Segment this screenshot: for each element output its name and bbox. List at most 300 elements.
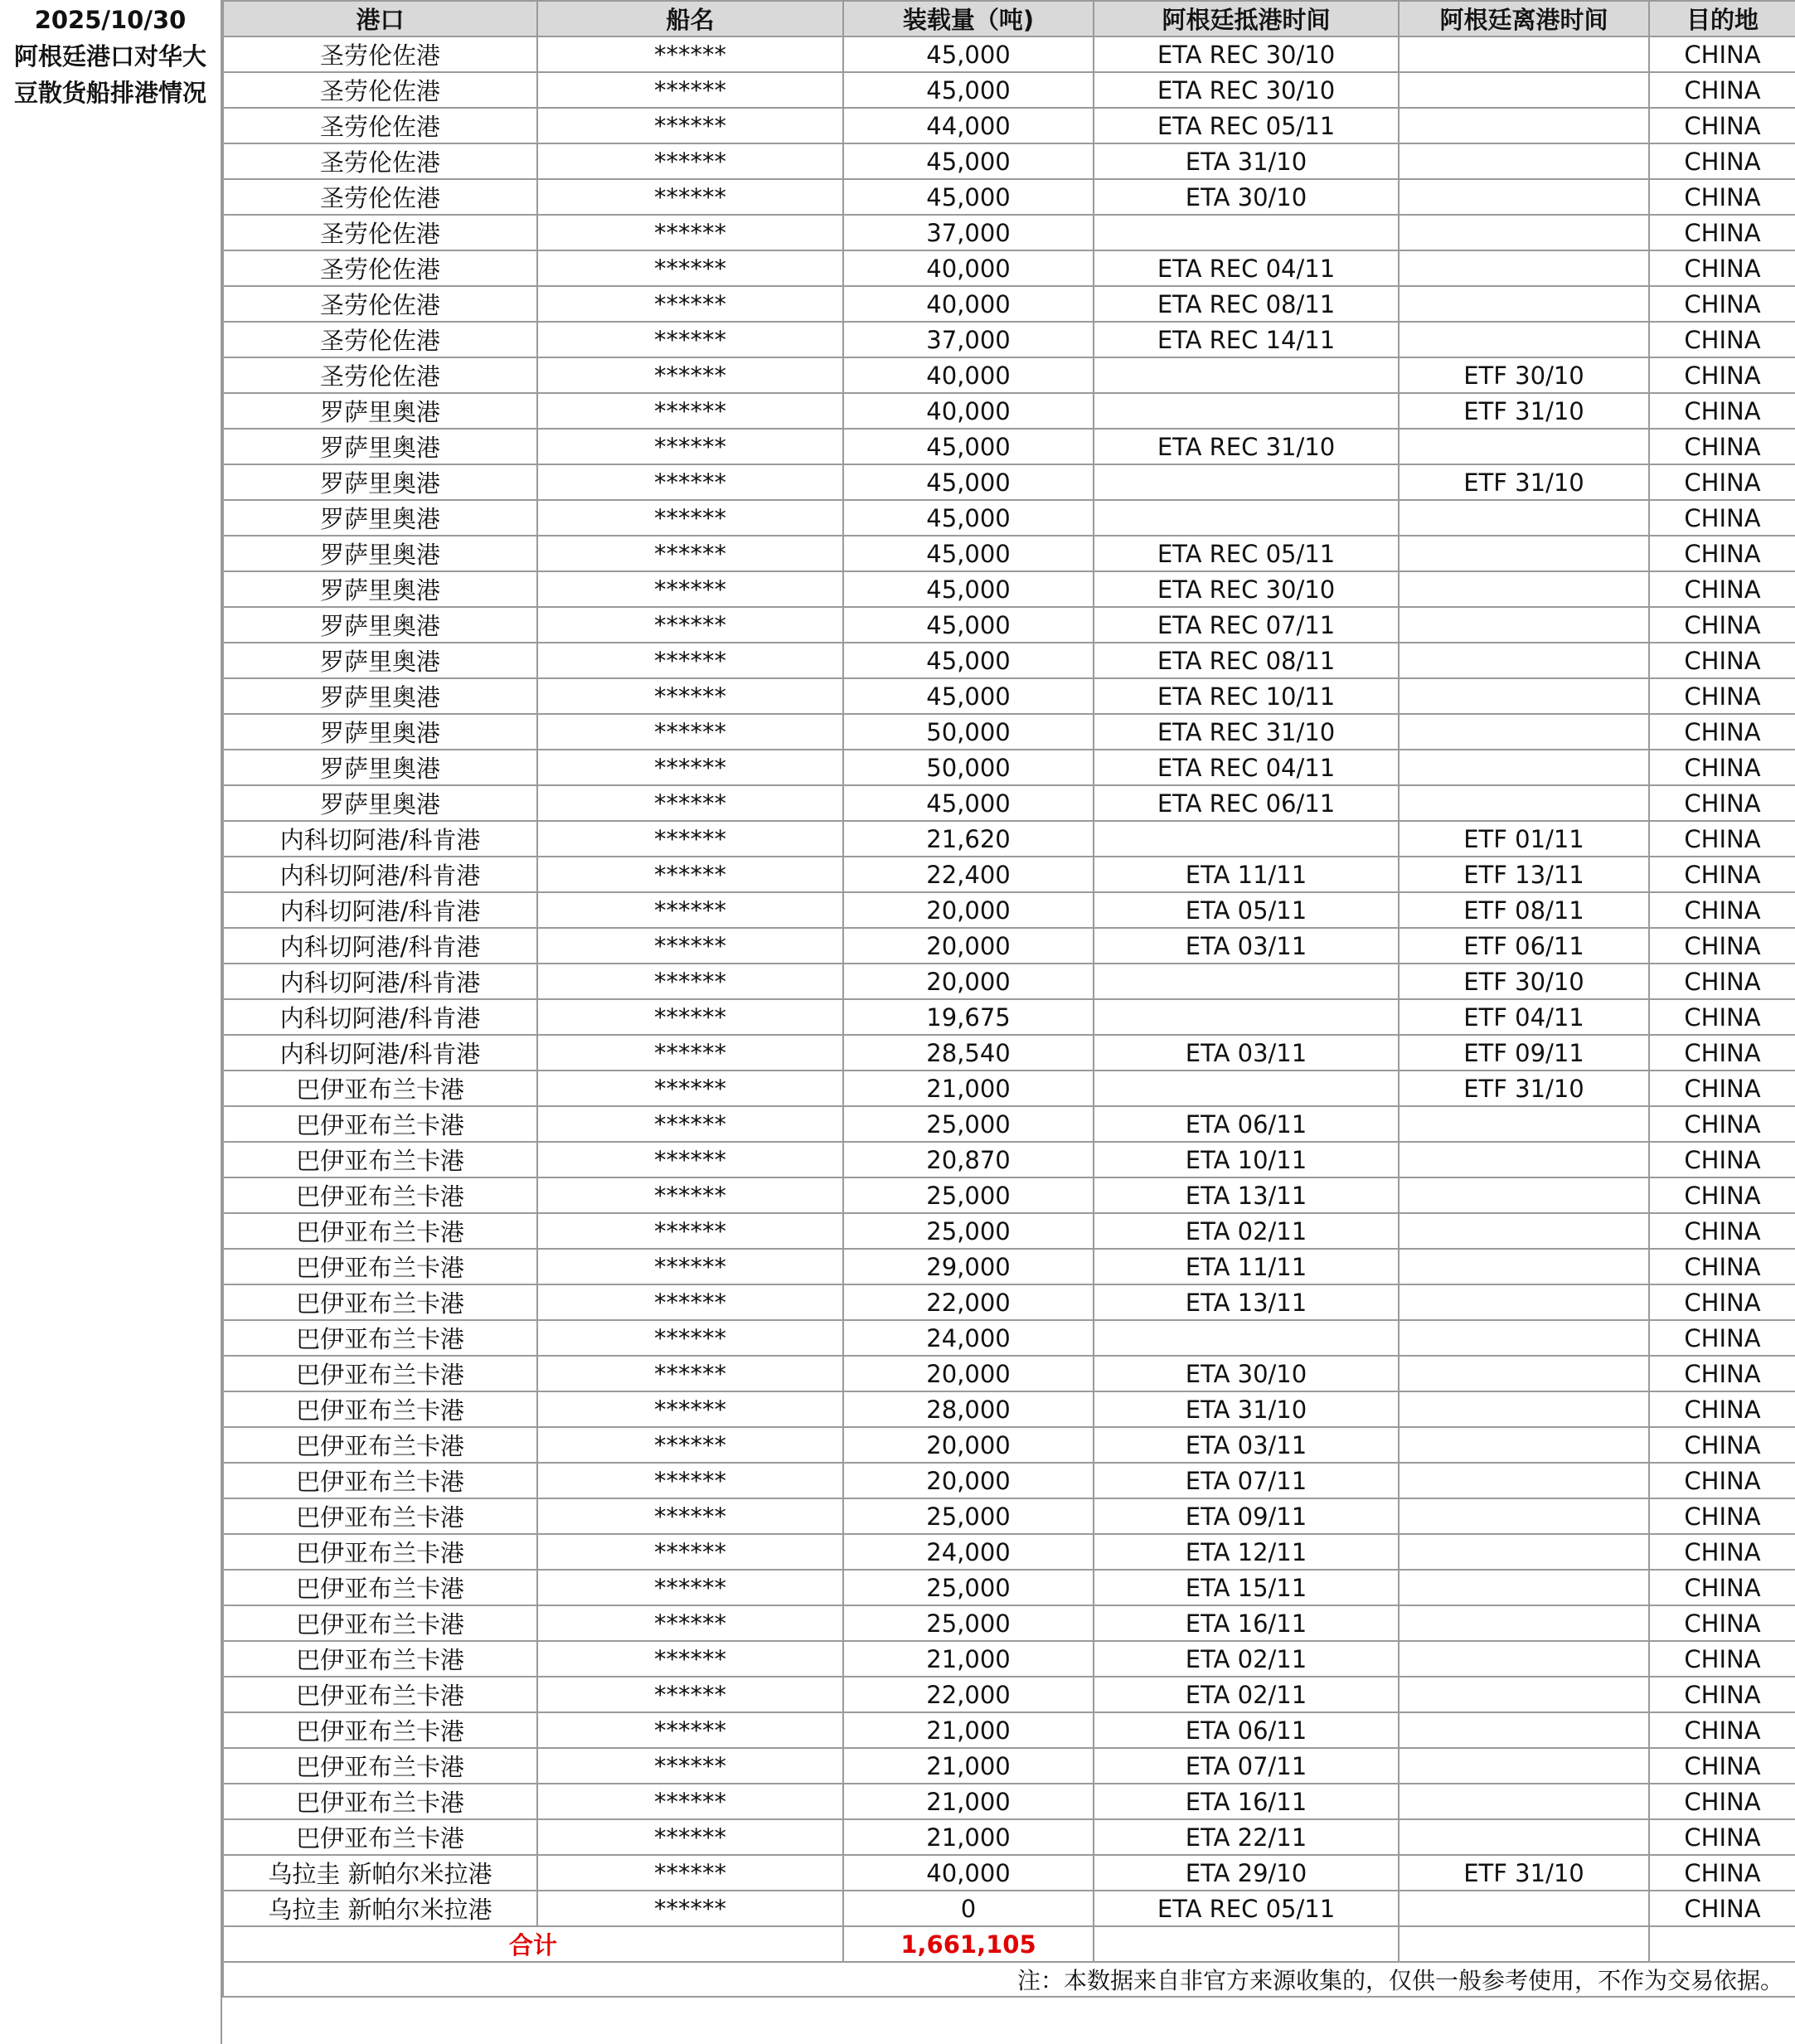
port-cell: 圣劳伦佐港 <box>223 143 537 179</box>
table-row <box>223 964 1795 999</box>
arrival-cell: ETA 11/11 <box>1094 857 1399 892</box>
arrival-cell: ETA 12/11 <box>1094 1534 1399 1570</box>
destination-cell: CHINA <box>1649 1391 1795 1427</box>
port-cell: 圣劳伦佐港 <box>223 72 537 108</box>
destination-cell: CHINA <box>1649 1249 1795 1284</box>
table-row <box>223 821 1795 857</box>
table-row <box>223 928 1795 964</box>
ship-name-cell: ****** <box>537 1213 843 1249</box>
load-cell: 21,000 <box>843 1748 1094 1784</box>
destination-cell: CHINA <box>1649 1819 1795 1855</box>
load-cell: 28,540 <box>843 1035 1094 1071</box>
port-cell: 内科切阿港/科肯港 <box>223 821 537 857</box>
departure-cell <box>1399 215 1649 250</box>
destination-cell: CHINA <box>1649 286 1795 322</box>
ship-name-cell: ****** <box>537 1712 843 1748</box>
arrival-cell: ETA REC 08/11 <box>1094 286 1399 322</box>
ship-name-cell: ****** <box>537 179 843 215</box>
table-row <box>223 215 1795 250</box>
port-cell: 罗萨里奥港 <box>223 393 537 429</box>
destination-cell: CHINA <box>1649 1356 1795 1391</box>
port-cell: 圣劳伦佐港 <box>223 215 537 250</box>
table-row <box>223 1427 1795 1463</box>
ship-name-cell: ****** <box>537 714 843 750</box>
load-cell: 40,000 <box>843 357 1094 393</box>
ship-name-cell: ****** <box>537 143 843 179</box>
arrival-cell: ETA REC 05/11 <box>1094 536 1399 571</box>
ship-name-cell: ****** <box>537 678 843 714</box>
table-row <box>223 357 1795 393</box>
table-row <box>223 179 1795 215</box>
destination-cell: CHINA <box>1649 821 1795 857</box>
load-cell: 45,000 <box>843 536 1094 571</box>
port-cell: 内科切阿港/科肯港 <box>223 857 537 892</box>
table-row <box>223 72 1795 108</box>
destination-cell: CHINA <box>1649 1855 1795 1891</box>
destination-cell: CHINA <box>1649 179 1795 215</box>
departure-cell <box>1399 1498 1649 1534</box>
destination-cell: CHINA <box>1649 1035 1795 1071</box>
table-row <box>223 1677 1795 1712</box>
arrival-cell: ETA REC 05/11 <box>1094 108 1399 143</box>
table-row <box>223 1106 1795 1142</box>
ship-name-cell: ****** <box>537 1784 843 1819</box>
ship-name-cell: ****** <box>537 1427 843 1463</box>
ship-name-cell: ****** <box>537 1819 843 1855</box>
departure-cell <box>1399 500 1649 536</box>
table-row <box>223 607 1795 643</box>
port-cell: 罗萨里奥港 <box>223 607 537 643</box>
departure-cell <box>1399 1748 1649 1784</box>
port-cell: 内科切阿港/科肯港 <box>223 964 537 999</box>
port-cell: 内科切阿港/科肯港 <box>223 1035 537 1071</box>
ship-name-cell: ****** <box>537 928 843 964</box>
departure-cell <box>1399 250 1649 286</box>
load-cell: 22,000 <box>843 1677 1094 1712</box>
destination-cell: CHINA <box>1649 1712 1795 1748</box>
port-cell: 巴伊亚布兰卡港 <box>223 1213 537 1249</box>
departure-cell: ETF 31/10 <box>1399 1071 1649 1106</box>
load-cell: 45,000 <box>843 607 1094 643</box>
departure-cell <box>1399 1427 1649 1463</box>
table-row <box>223 143 1795 179</box>
arrival-cell: ETA 10/11 <box>1094 1142 1399 1177</box>
departure-cell: ETF 04/11 <box>1399 999 1649 1035</box>
arrival-cell: ETA 30/10 <box>1094 1356 1399 1391</box>
ship-name-cell: ****** <box>537 1320 843 1356</box>
port-cell: 罗萨里奥港 <box>223 785 537 821</box>
destination-cell: CHINA <box>1649 464 1795 500</box>
port-cell: 巴伊亚布兰卡港 <box>223 1427 537 1463</box>
load-cell: 25,000 <box>843 1213 1094 1249</box>
table-row <box>223 1891 1795 1926</box>
arrival-cell: ETA REC 04/11 <box>1094 250 1399 286</box>
port-cell: 巴伊亚布兰卡港 <box>223 1819 537 1855</box>
destination-cell: CHINA <box>1649 1784 1795 1819</box>
departure-cell: ETF 30/10 <box>1399 357 1649 393</box>
arrival-cell <box>1094 393 1399 429</box>
departure-cell <box>1399 322 1649 357</box>
load-cell: 45,000 <box>843 72 1094 108</box>
arrival-cell: ETA REC 10/11 <box>1094 678 1399 714</box>
departure-cell <box>1399 1605 1649 1641</box>
load-cell: 40,000 <box>843 1855 1094 1891</box>
column-header-destination: 目的地 <box>1649 1 1795 36</box>
arrival-cell <box>1094 464 1399 500</box>
destination-cell: CHINA <box>1649 1498 1795 1534</box>
load-cell: 37,000 <box>843 322 1094 357</box>
destination-cell: CHINA <box>1649 892 1795 928</box>
port-cell: 巴伊亚布兰卡港 <box>223 1712 537 1748</box>
arrival-cell: ETA 03/11 <box>1094 1035 1399 1071</box>
table-row <box>223 286 1795 322</box>
note-row <box>223 1962 1795 1997</box>
table-row <box>223 1784 1795 1819</box>
arrival-cell: ETA 29/10 <box>1094 1855 1399 1891</box>
ship-name-cell: ****** <box>537 1498 843 1534</box>
port-cell: 巴伊亚布兰卡港 <box>223 1142 537 1177</box>
load-cell: 45,000 <box>843 179 1094 215</box>
destination-cell: CHINA <box>1649 1142 1795 1177</box>
ship-name-cell: ****** <box>537 250 843 286</box>
port-cell: 巴伊亚布兰卡港 <box>223 1534 537 1570</box>
departure-cell: ETF 31/10 <box>1399 1855 1649 1891</box>
table-row <box>223 857 1795 892</box>
departure-cell <box>1399 286 1649 322</box>
ship-name-cell: ****** <box>537 1035 843 1071</box>
destination-cell: CHINA <box>1649 1427 1795 1463</box>
arrival-cell: ETA 31/10 <box>1094 143 1399 179</box>
port-cell: 巴伊亚布兰卡港 <box>223 1498 537 1534</box>
header-row <box>223 1 1795 36</box>
total-value: 1,661,105 <box>843 1926 1094 1962</box>
departure-cell <box>1399 1534 1649 1570</box>
table-body <box>223 36 1795 1926</box>
ship-name-cell: ****** <box>537 1391 843 1427</box>
port-cell: 罗萨里奥港 <box>223 464 537 500</box>
port-cell: 乌拉圭 新帕尔米拉港 <box>223 1891 537 1926</box>
load-cell: 22,000 <box>843 1284 1094 1320</box>
table-row <box>223 500 1795 536</box>
table-row <box>223 1284 1795 1320</box>
arrival-cell <box>1094 964 1399 999</box>
arrival-cell: ETA REC 04/11 <box>1094 750 1399 785</box>
port-cell: 巴伊亚布兰卡港 <box>223 1177 537 1213</box>
arrival-cell: ETA 31/10 <box>1094 1391 1399 1427</box>
ship-name-cell: ****** <box>537 892 843 928</box>
departure-cell <box>1399 678 1649 714</box>
arrival-cell: ETA REC 14/11 <box>1094 322 1399 357</box>
ship-name-cell: ****** <box>537 999 843 1035</box>
ship-name-cell: ****** <box>537 500 843 536</box>
table-row <box>223 1320 1795 1356</box>
departure-cell <box>1399 750 1649 785</box>
destination-cell: CHINA <box>1649 1641 1795 1677</box>
load-cell: 21,000 <box>843 1819 1094 1855</box>
destination-cell: CHINA <box>1649 1605 1795 1641</box>
destination-cell: CHINA <box>1649 536 1795 571</box>
load-cell: 20,000 <box>843 1356 1094 1391</box>
table-row <box>223 1249 1795 1284</box>
load-cell: 45,000 <box>843 785 1094 821</box>
port-cell: 巴伊亚布兰卡港 <box>223 1071 537 1106</box>
arrival-cell: ETA 15/11 <box>1094 1570 1399 1605</box>
load-cell: 24,000 <box>843 1320 1094 1356</box>
arrival-cell: ETA 03/11 <box>1094 928 1399 964</box>
arrival-cell: ETA 30/10 <box>1094 179 1399 215</box>
arrival-cell <box>1094 215 1399 250</box>
port-cell: 乌拉圭 新帕尔米拉港 <box>223 1855 537 1891</box>
ship-name-cell: ****** <box>537 536 843 571</box>
load-cell: 20,870 <box>843 1142 1094 1177</box>
load-cell: 50,000 <box>843 750 1094 785</box>
port-cell: 圣劳伦佐港 <box>223 108 537 143</box>
port-cell: 巴伊亚布兰卡港 <box>223 1284 537 1320</box>
load-cell: 40,000 <box>843 393 1094 429</box>
arrival-cell: ETA REC 30/10 <box>1094 36 1399 72</box>
departure-cell: ETF 06/11 <box>1399 928 1649 964</box>
destination-cell: CHINA <box>1649 1534 1795 1570</box>
departure-cell: ETF 08/11 <box>1399 892 1649 928</box>
arrival-cell: ETA REC 08/11 <box>1094 643 1399 678</box>
ship-name-cell: ****** <box>537 1463 843 1498</box>
ship-name-cell: ****** <box>537 464 843 500</box>
port-cell: 圣劳伦佐港 <box>223 322 537 357</box>
destination-cell: CHINA <box>1649 1071 1795 1106</box>
arrival-cell <box>1094 999 1399 1035</box>
port-cell: 罗萨里奥港 <box>223 750 537 785</box>
ship-name-cell: ****** <box>537 1249 843 1284</box>
arrival-cell: ETA REC 05/11 <box>1094 1891 1399 1926</box>
destination-cell: CHINA <box>1649 964 1795 999</box>
port-cell: 罗萨里奥港 <box>223 429 537 464</box>
ship-name-cell: ****** <box>537 607 843 643</box>
arrival-cell: ETA 06/11 <box>1094 1712 1399 1748</box>
table-row <box>223 1641 1795 1677</box>
departure-cell: ETF 09/11 <box>1399 1035 1649 1071</box>
column-header-arrival: 阿根廷抵港时间 <box>1094 1 1399 36</box>
departure-cell: ETF 30/10 <box>1399 964 1649 999</box>
arrival-cell <box>1094 500 1399 536</box>
destination-cell: CHINA <box>1649 322 1795 357</box>
arrival-cell: ETA 07/11 <box>1094 1748 1399 1784</box>
table-row <box>223 393 1795 429</box>
destination-cell: CHINA <box>1649 1177 1795 1213</box>
arrival-cell: ETA 02/11 <box>1094 1677 1399 1712</box>
departure-cell <box>1399 536 1649 571</box>
load-cell: 20,000 <box>843 892 1094 928</box>
table-row <box>223 1356 1795 1391</box>
destination-cell: CHINA <box>1649 1677 1795 1712</box>
destination-cell: CHINA <box>1649 678 1795 714</box>
side-title <box>0 0 221 111</box>
port-cell: 内科切阿港/科肯港 <box>223 999 537 1035</box>
departure-cell <box>1399 1819 1649 1855</box>
departure-cell <box>1399 72 1649 108</box>
destination-cell: CHINA <box>1649 1463 1795 1498</box>
arrival-cell <box>1094 357 1399 393</box>
departure-cell <box>1399 643 1649 678</box>
ship-name-cell: ****** <box>537 1891 843 1926</box>
total-empty-cell <box>1649 1926 1795 1962</box>
table-row <box>223 464 1795 500</box>
port-cell: 内科切阿港/科肯港 <box>223 928 537 964</box>
arrival-cell: ETA REC 06/11 <box>1094 785 1399 821</box>
ship-name-cell: ****** <box>537 821 843 857</box>
table-row <box>223 714 1795 750</box>
arrival-cell: ETA 07/11 <box>1094 1463 1399 1498</box>
ship-name-cell: ****** <box>537 964 843 999</box>
departure-cell <box>1399 179 1649 215</box>
load-cell: 25,000 <box>843 1498 1094 1534</box>
load-cell: 40,000 <box>843 250 1094 286</box>
ship-name-cell: ****** <box>537 215 843 250</box>
arrival-cell <box>1094 1071 1399 1106</box>
port-cell: 巴伊亚布兰卡港 <box>223 1463 537 1498</box>
table-row <box>223 1177 1795 1213</box>
destination-cell: CHINA <box>1649 72 1795 108</box>
ship-name-cell: ****** <box>537 785 843 821</box>
ship-name-cell: ****** <box>537 1356 843 1391</box>
ship-name-cell: ****** <box>537 357 843 393</box>
departure-cell <box>1399 1463 1649 1498</box>
table-row <box>223 250 1795 286</box>
report-title-line2: 豆散货船排港情况 <box>13 79 206 107</box>
table-row <box>223 892 1795 928</box>
table-row <box>223 999 1795 1035</box>
port-cell: 罗萨里奥港 <box>223 678 537 714</box>
departure-cell <box>1399 143 1649 179</box>
destination-cell: CHINA <box>1649 215 1795 250</box>
departure-cell <box>1399 1570 1649 1605</box>
table-row <box>223 429 1795 464</box>
table-row <box>223 1570 1795 1605</box>
load-cell: 45,000 <box>843 429 1094 464</box>
port-cell: 巴伊亚布兰卡港 <box>223 1570 537 1605</box>
port-cell: 圣劳伦佐港 <box>223 357 537 393</box>
ship-name-cell: ****** <box>537 1284 843 1320</box>
destination-cell: CHINA <box>1649 607 1795 643</box>
departure-cell <box>1399 429 1649 464</box>
load-cell: 29,000 <box>843 1249 1094 1284</box>
column-header-departure: 阿根廷离港时间 <box>1399 1 1649 36</box>
port-cell: 罗萨里奥港 <box>223 500 537 536</box>
destination-cell: CHINA <box>1649 108 1795 143</box>
arrival-cell <box>1094 821 1399 857</box>
table-row <box>223 785 1795 821</box>
port-cell: 罗萨里奥港 <box>223 714 537 750</box>
port-cell: 圣劳伦佐港 <box>223 250 537 286</box>
table-row <box>223 1071 1795 1106</box>
load-cell: 21,000 <box>843 1784 1094 1819</box>
port-cell: 巴伊亚布兰卡港 <box>223 1641 537 1677</box>
load-cell: 19,675 <box>843 999 1094 1035</box>
load-cell: 22,400 <box>843 857 1094 892</box>
ship-name-cell: ****** <box>537 429 843 464</box>
arrival-cell: ETA 05/11 <box>1094 892 1399 928</box>
load-cell: 20,000 <box>843 1427 1094 1463</box>
table-row <box>223 536 1795 571</box>
destination-cell: CHINA <box>1649 429 1795 464</box>
destination-cell: CHINA <box>1649 357 1795 393</box>
destination-cell: CHINA <box>1649 857 1795 892</box>
departure-cell <box>1399 571 1649 607</box>
arrival-cell: ETA 13/11 <box>1094 1177 1399 1213</box>
load-cell: 45,000 <box>843 571 1094 607</box>
departure-cell <box>1399 1356 1649 1391</box>
departure-cell <box>1399 1391 1649 1427</box>
table-row <box>223 1035 1795 1071</box>
table-row <box>223 1463 1795 1498</box>
table-row <box>223 571 1795 607</box>
arrival-cell: ETA REC 07/11 <box>1094 607 1399 643</box>
departure-cell <box>1399 1641 1649 1677</box>
departure-cell <box>1399 1177 1649 1213</box>
load-cell: 28,000 <box>843 1391 1094 1427</box>
load-cell: 20,000 <box>843 928 1094 964</box>
ship-name-cell: ****** <box>537 1071 843 1106</box>
departure-cell: ETF 31/10 <box>1399 464 1649 500</box>
column-header-load: 装载量（吨) <box>843 1 1094 36</box>
load-cell: 44,000 <box>843 108 1094 143</box>
disclaimer-note: 注：本数据来自非官方来源收集的，仅供一般参考使用，不作为交易依据。 <box>223 1962 1795 1997</box>
arrival-cell: ETA 16/11 <box>1094 1784 1399 1819</box>
departure-cell <box>1399 36 1649 72</box>
arrival-cell: ETA REC 30/10 <box>1094 571 1399 607</box>
report-title-line1: 阿根廷港口对华大 <box>13 42 206 70</box>
ship-name-cell: ****** <box>537 286 843 322</box>
ship-name-cell: ****** <box>537 393 843 429</box>
departure-cell <box>1399 607 1649 643</box>
departure-cell: ETF 31/10 <box>1399 393 1649 429</box>
port-cell: 巴伊亚布兰卡港 <box>223 1748 537 1784</box>
table-row <box>223 1712 1795 1748</box>
column-header-ship: 船名 <box>537 1 843 36</box>
departure-cell <box>1399 1677 1649 1712</box>
table-row <box>223 1391 1795 1427</box>
table-row <box>223 322 1795 357</box>
ship-name-cell: ****** <box>537 1534 843 1570</box>
destination-cell: CHINA <box>1649 750 1795 785</box>
ship-name-cell: ****** <box>537 571 843 607</box>
departure-cell: ETF 13/11 <box>1399 857 1649 892</box>
load-cell: 45,000 <box>843 643 1094 678</box>
port-cell: 巴伊亚布兰卡港 <box>223 1106 537 1142</box>
port-cell: 巴伊亚布兰卡港 <box>223 1677 537 1712</box>
arrival-cell: ETA REC 31/10 <box>1094 714 1399 750</box>
shipping-table <box>222 0 1795 1998</box>
load-cell: 21,000 <box>843 1071 1094 1106</box>
load-cell: 45,000 <box>843 36 1094 72</box>
arrival-cell: ETA REC 31/10 <box>1094 429 1399 464</box>
port-cell: 巴伊亚布兰卡港 <box>223 1320 537 1356</box>
departure-cell <box>1399 1891 1649 1926</box>
arrival-cell: ETA 03/11 <box>1094 1427 1399 1463</box>
ship-name-cell: ****** <box>537 1142 843 1177</box>
departure-cell <box>1399 1213 1649 1249</box>
port-cell: 巴伊亚布兰卡港 <box>223 1249 537 1284</box>
load-cell: 50,000 <box>843 714 1094 750</box>
total-label: 合计 <box>223 1926 843 1962</box>
destination-cell: CHINA <box>1649 1748 1795 1784</box>
load-cell: 45,000 <box>843 464 1094 500</box>
total-empty-cell <box>1094 1926 1399 1962</box>
total-empty-cell <box>1399 1926 1649 1962</box>
port-cell: 巴伊亚布兰卡港 <box>223 1356 537 1391</box>
destination-cell: CHINA <box>1649 999 1795 1035</box>
destination-cell: CHINA <box>1649 143 1795 179</box>
table-row <box>223 1748 1795 1784</box>
